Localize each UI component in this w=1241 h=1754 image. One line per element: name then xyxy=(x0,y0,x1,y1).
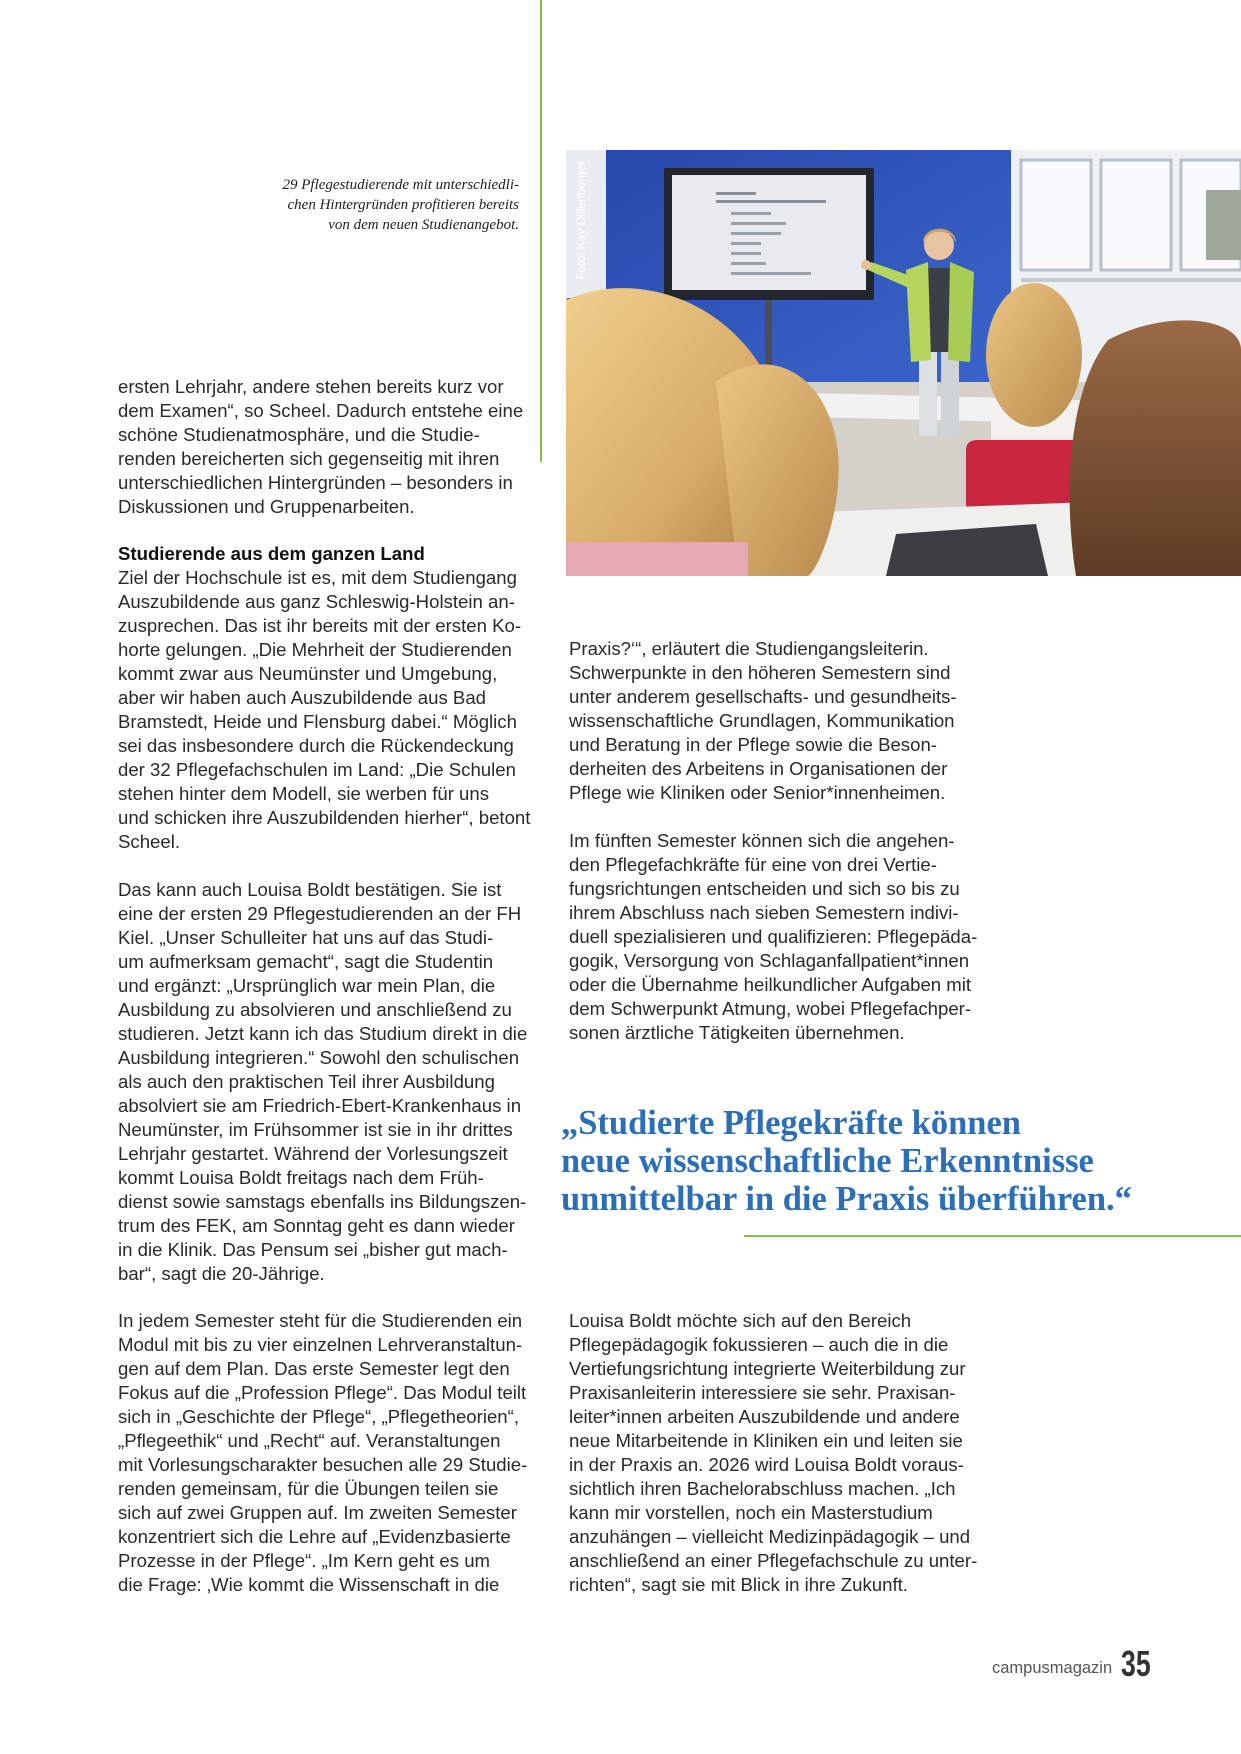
article-photo xyxy=(566,150,1241,576)
text-line: Diskussionen und Gruppenarbeiten. xyxy=(118,496,415,517)
text-line: sichtlich ihren Bachelorabschluss machen. „Ich xyxy=(569,1478,956,1499)
text-line: schöne Studienatmosphäre, und die Studie- xyxy=(118,424,480,445)
pull-quote-line: neue wissenschaftliche Erkenntnisse xyxy=(561,1142,1094,1180)
text-line: ihrem Abschluss nach sieben Semestern indivi- xyxy=(569,902,959,923)
text-line: Auszubildende aus ganz Schleswig-Holstein an- xyxy=(118,591,515,612)
photo-credit: Foto: Kay Dillenberger xyxy=(574,160,588,280)
text-line: Lehrjahr gestartet. Während der Vorlesungszeit xyxy=(118,1143,508,1164)
text-line: und schicken ihre Auszubildenden hierher“, betont xyxy=(118,807,531,828)
text-line: die Frage: ‚Wie kommt die Wissenschaft in die xyxy=(118,1574,500,1595)
text-line: unterschiedlichen Hintergründen – besonders in xyxy=(118,472,513,493)
text-line: Prozesse in der Pflege“. „Im Kern geht es um xyxy=(118,1550,491,1571)
text-line: und ergänzt: „Ursprünglich war mein Plan, die xyxy=(118,975,496,996)
green-horizontal-rule xyxy=(744,1235,1241,1237)
text-line: dem Schwerpunkt Atmung, wobei Pflegefachper- xyxy=(569,998,972,1019)
text-line: Praxis?‘“, erläutert die Studiengangsleiterin. xyxy=(569,638,929,659)
left-column-paragraph-3 xyxy=(118,878,527,1286)
pull-quote-line: unmittelbar in die Praxis überführen.“ xyxy=(561,1180,1132,1218)
section-heading: Studierende aus dem ganzen Land xyxy=(118,543,425,564)
text-line: fungsrichtungen entscheiden und sich so bis zu xyxy=(569,878,960,899)
text-line: Praxisanleiterin interessiere sie sehr. Praxisan- xyxy=(569,1382,956,1403)
text-line: Neumünster, im Frühsommer ist sie in ihr drittes xyxy=(118,1119,513,1140)
text-line: Ausbildung zu absolvieren und anschließend zu xyxy=(118,999,512,1020)
text-line: sei das insbesondere durch die Rückendeckung xyxy=(118,735,514,756)
text-line: kommt Louisa Boldt freitags nach dem Früh- xyxy=(118,1167,484,1188)
caption-line: chen Hintergründen profitieren bereits xyxy=(287,197,519,213)
caption-line: 29 Pflegestudierende mit unterschiedli- xyxy=(282,177,519,193)
text-line: der 32 Pflegefachschulen im Land: „Die Schulen xyxy=(118,759,516,780)
text-line: „Pflegeethik“ und „Recht“ auf. Veranstaltungen xyxy=(118,1430,501,1451)
classroom-photo xyxy=(566,150,1241,576)
right-column-paragraph-3 xyxy=(569,1309,977,1597)
text-line: sich in „Geschichte der Pflege“, „Pflegetheorien“, xyxy=(118,1406,519,1427)
text-line: in der Praxis an. 2026 wird Louisa Boldt voraus- xyxy=(569,1454,964,1475)
text-line: aber wir haben auch Auszubildende aus Bad xyxy=(118,687,487,708)
left-column-paragraph-1 xyxy=(118,375,523,519)
text-line: In jedem Semester steht für die Studierenden ein xyxy=(118,1310,523,1331)
text-line: richten“, sagt sie mit Blick in ihre Zukunft. xyxy=(569,1574,908,1595)
text-line: Vertiefungsrichtung integrierte Weiterbildung zur xyxy=(569,1358,966,1379)
text-line: Louisa Boldt möchte sich auf den Bereich xyxy=(569,1310,912,1331)
text-line: ersten Lehrjahr, andere stehen bereits kurz vor xyxy=(118,376,504,397)
text-line: absolviert sie am Friedrich-Ebert-Krankenhaus in xyxy=(118,1095,522,1116)
text-line: Pflegepädagogik fokussieren – auch die in die xyxy=(569,1334,949,1355)
text-line: oder die Übernahme heilkundlicher Aufgaben mit xyxy=(569,974,972,995)
text-line: Schwerpunkte in den höheren Semestern sind xyxy=(569,662,951,683)
text-line: stehen hinter dem Modell, sie werben für uns xyxy=(118,783,490,804)
text-line: Fokus auf die „Profession Pflege“. Das Modul teilt xyxy=(118,1382,527,1403)
text-line: gogik, Versorgung von Schlaganfallpatient*innen xyxy=(569,950,970,971)
text-line: Das kann auch Louisa Boldt bestätigen. Sie ist xyxy=(118,879,502,900)
green-vertical-rule xyxy=(540,0,542,462)
text-line: kann mir vorstellen, noch ein Masterstudium xyxy=(569,1502,933,1523)
text-line: gen auf dem Plan. Das erste Semester legt den xyxy=(118,1358,510,1379)
text-line: um aufmerksam gemacht“, sagt die Studentin xyxy=(118,951,494,972)
text-line: derheiten des Arbeitens in Organisationen der xyxy=(569,758,948,779)
text-line: kommt zwar aus Neumünster und Umgebung, xyxy=(118,663,498,684)
text-line: Im fünften Semester können sich die angehen- xyxy=(569,830,955,851)
photo-caption xyxy=(180,175,519,235)
text-line: mit Vorlesungscharakter besuchen alle 29 Studie- xyxy=(118,1454,528,1475)
text-line: Kiel. „Unser Schulleiter hat uns auf das Studi- xyxy=(118,927,494,948)
text-line: studieren. Jetzt kann ich das Studium direkt in die xyxy=(118,1023,528,1044)
text-line: und Beratung in der Pflege sowie die Beson- xyxy=(569,734,937,755)
text-line: horte gelungen. „Die Mehrheit der Studierenden xyxy=(118,639,512,660)
text-line: den Pflegefachkräfte für eine von drei Vertie- xyxy=(569,854,937,875)
text-line: Ziel der Hochschule ist es, mit dem Studiengang xyxy=(118,567,517,588)
left-column-paragraph-2 xyxy=(118,566,530,854)
text-line: renden gemeinsam, für die Übungen teilen sie xyxy=(118,1478,499,1499)
page-number: 35 xyxy=(1121,1643,1151,1684)
text-line: neue Mitarbeitende in Kliniken ein und leiten sie xyxy=(569,1430,963,1451)
text-line: duell spezialisieren und qualifizieren: Pflegepäda- xyxy=(569,926,978,947)
text-line: als auch den praktischen Teil ihrer Ausbildung xyxy=(118,1071,495,1092)
text-line: anschließend an einer Pflegefachschule zu unter- xyxy=(569,1550,978,1571)
caption-line: von dem neuen Studienangebot. xyxy=(328,217,519,233)
text-line: konzentriert sich die Lehre auf „Evidenzbasierte xyxy=(118,1526,511,1547)
text-line: Ausbildung integrieren.“ Sowohl den schulischen xyxy=(118,1047,520,1068)
text-line: wissenschaftliche Grundlagen, Kommunikation xyxy=(569,710,955,731)
text-line: anzuhängen – vielleicht Medizinpädagogik – und xyxy=(569,1526,971,1547)
text-line: unter anderem gesellschafts- und gesundheits- xyxy=(569,686,957,707)
text-line: Modul mit bis zu vier einzelnen Lehrveranstaltun- xyxy=(118,1334,523,1355)
pull-quote xyxy=(561,1104,1132,1218)
text-line: Bramstedt, Heide und Flensburg dabei.“ Möglich xyxy=(118,711,517,732)
right-column-paragraph-2 xyxy=(569,829,977,1045)
pull-quote-line: „Studierte Pflegekräfte können xyxy=(561,1104,1021,1142)
text-line: trum des FEK, am Sonntag geht es dann wieder xyxy=(118,1215,515,1236)
text-line: eine der ersten 29 Pflegestudierenden an der FH xyxy=(118,903,522,924)
left-column-paragraph-4 xyxy=(118,1309,527,1597)
text-line: sich auf zwei Gruppen auf. Im zweiten Semester xyxy=(118,1502,517,1523)
magazine-name: campusmagazin xyxy=(992,1659,1113,1677)
text-line: Pflege wie Kliniken oder Senior*innenheimen. xyxy=(569,782,946,803)
text-line: zusprechen. Das ist ihr bereits mit der ersten Ko- xyxy=(118,615,522,636)
text-line: in die Klinik. Das Pensum sei „bisher gut mach- xyxy=(118,1239,508,1260)
text-line: dem Examen“, so Scheel. Dadurch entstehe eine xyxy=(118,400,524,421)
text-line: renden bereicherten sich gegenseitig mit ihren xyxy=(118,448,500,469)
text-line: leiter*innen arbeiten Auszubildende und andere xyxy=(569,1406,960,1427)
text-line: bar“, sagt die 20-Jährige. xyxy=(118,1263,325,1284)
text-line: dienst sowie samstags ebenfalls ins Bildungszen- xyxy=(118,1191,527,1212)
right-column-paragraph-1 xyxy=(569,637,957,805)
text-line: sonen ärztliche Tätigkeiten übernehmen. xyxy=(569,1022,905,1043)
text-line: Scheel. xyxy=(118,831,181,852)
